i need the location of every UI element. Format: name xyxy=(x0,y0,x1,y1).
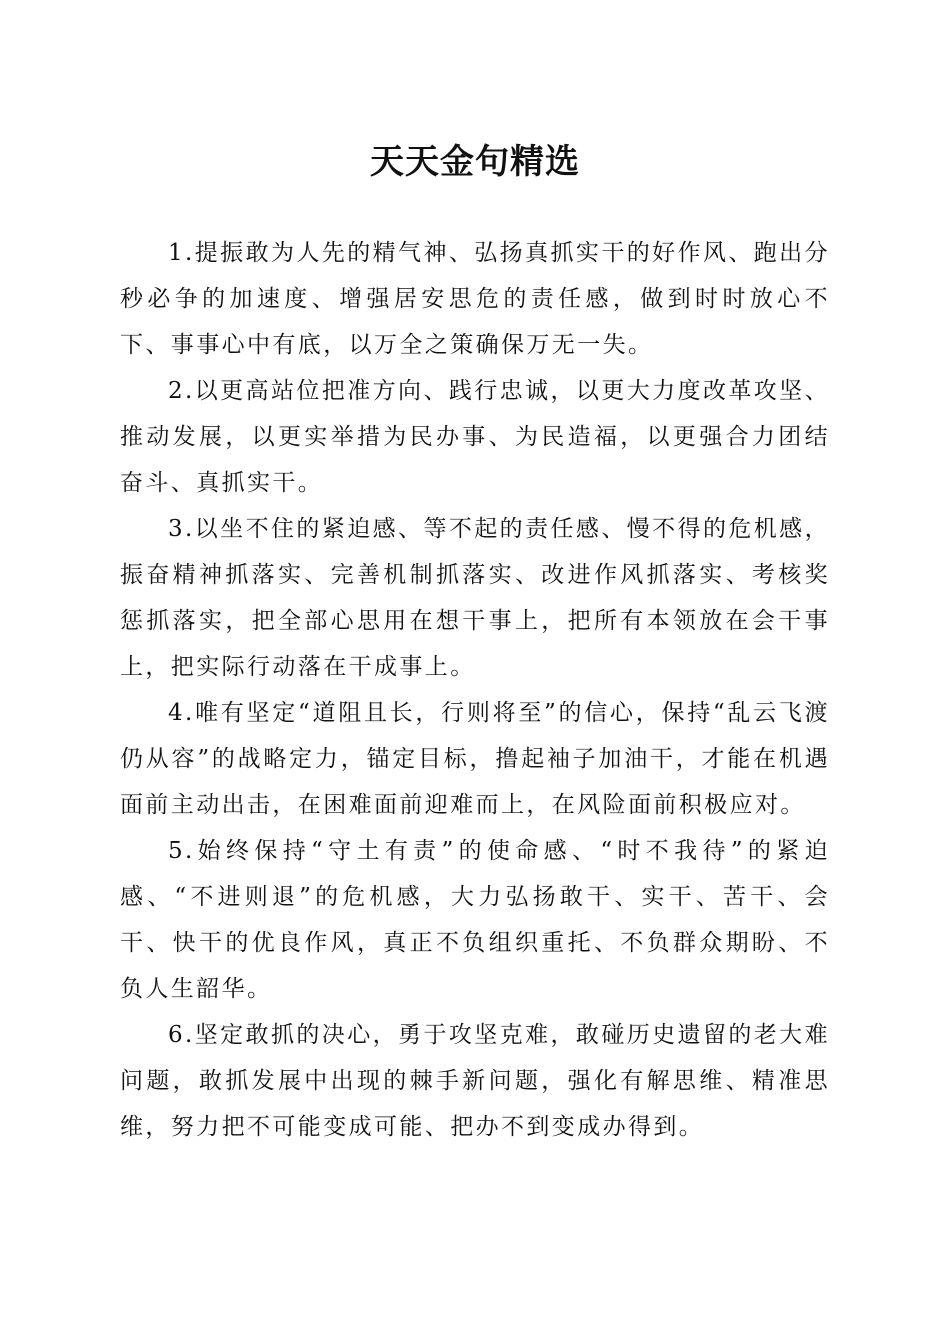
paragraph-6: 6.坚定敢抓的决心，勇于攻坚克难，敢碰历史遗留的老大难问题，敢抓发展中出现的棘手新问题，强化有解思维、精准思维，努力把不可能变成可能、把办不到变成办得到。 xyxy=(120,1022,830,1140)
paragraph-5: 5.始终保持“守土有责”的使命感、“时不我待”的紧迫感、“不进则退”的危机感，大力弘扬敢干、实干、苦干、会干、快干的优良作风，真正不负组织重托、不负群众期盼、不负人生韶华。 xyxy=(120,838,830,1002)
page-title: 天天金句精选 xyxy=(370,142,580,182)
paragraph-3: 3.以坐不住的紧迫感、等不起的责任感、慢不得的危机感，振奋精神抓落实、完善机制抓落实、改进作风抓落实、考核奖惩抓落实，把全部心思用在想干事上，把所有本领放在会干事上，把实际行动落在干成事上。 xyxy=(120,516,830,680)
paragraph-2: 2.以更高站位把准方向、践行忠诚，以更大力度改革攻坚、推动发展，以更实举措为民办事、为民造福，以更强合力团结奋斗、真抓实干。 xyxy=(120,378,830,496)
paragraph-4: 4.唯有坚定“道阻且长，行则将至”的信心，保持“乱云飞渡仍从容”的战略定力，锚定目标，撸起袖子加油干，才能在机遇面前主动出击，在困难面前迎难而上，在风险面前积极应对。 xyxy=(120,700,830,818)
document-body xyxy=(120,230,830,1150)
paragraph-1: 1.提振敢为人先的精气神、弘扬真抓实干的好作风、跑出分秒必争的加速度、增强居安思危的责任感，做到时时放心不下、事事心中有底，以万全之策确保万无一失。 xyxy=(120,240,830,358)
